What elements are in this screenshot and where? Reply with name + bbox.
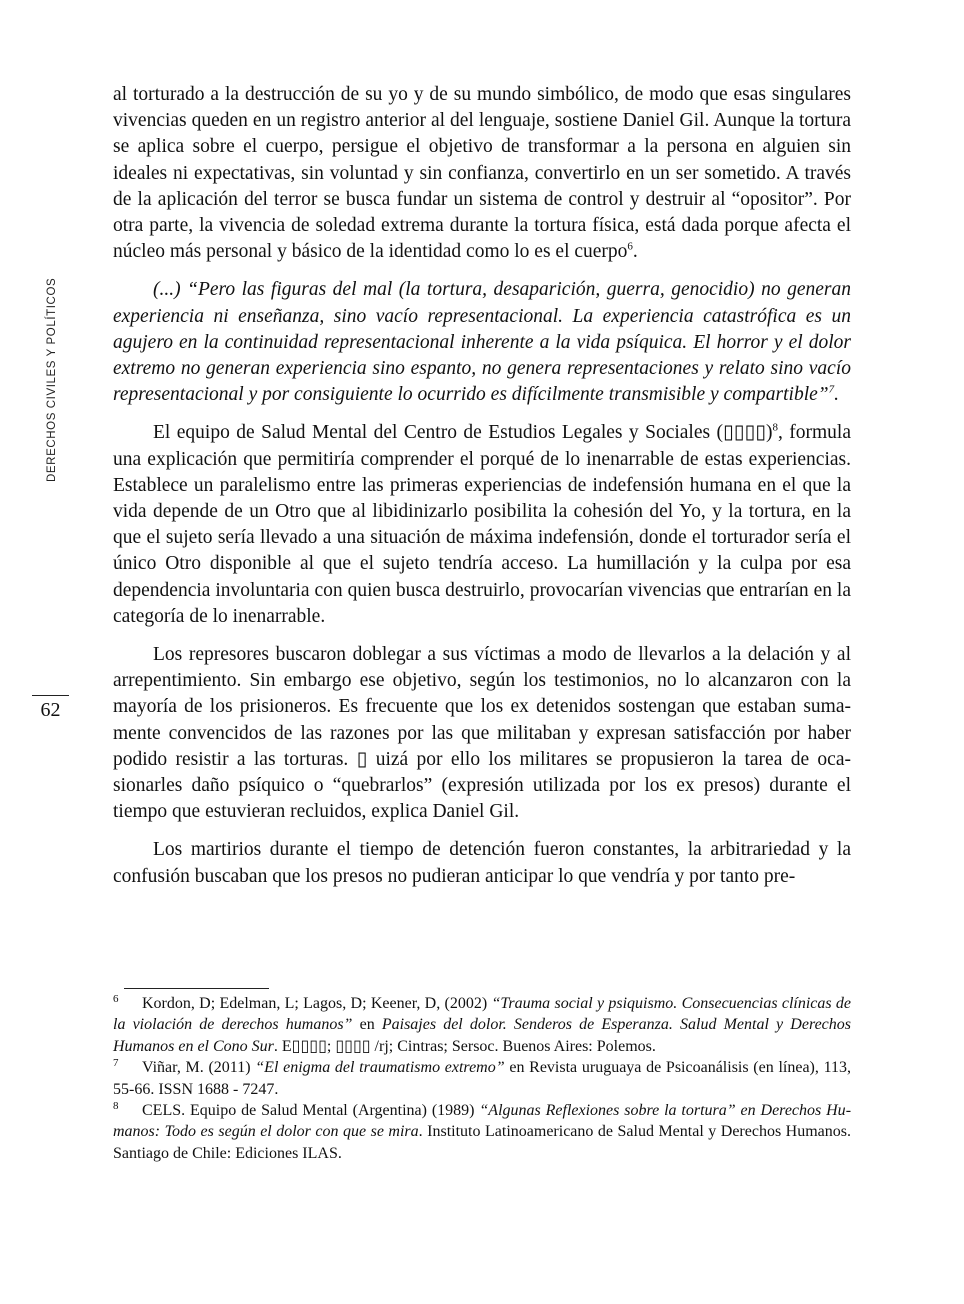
footnote-text: en bbox=[352, 1016, 382, 1034]
footnote-text: en Revista uruguaya de Psicoanálisis (en línea), 113, 55-66. ISSN 1688 - 7247. bbox=[113, 1059, 851, 1098]
paragraph-1 bbox=[113, 82, 851, 265]
footnote-ref-7[interactable]: 7 bbox=[828, 383, 835, 396]
footnote-ref-8[interactable]: 8 bbox=[772, 421, 778, 434]
paragraph-4: Los martirios durante el tiempo de detención fueron constantes, la arbitrariedad y la confusión buscaban que los presos no pudieran anticipar lo que vendría y por tanto pre- bbox=[113, 839, 851, 887]
cels-abbreviation: ▯▯▯▯ bbox=[723, 422, 766, 444]
footnote-ref-6[interactable]: 6 bbox=[627, 240, 633, 253]
running-section-label: DERECHOS CIVILES Y POLÍTICOS bbox=[46, 277, 58, 482]
footnote-separator bbox=[124, 988, 269, 989]
footnote-article-title: “Trauma social y psiquismo. Consecuencias clínicas de la violación de derechos humanos” bbox=[113, 995, 852, 1034]
page-number-rule bbox=[32, 695, 69, 696]
footnote-text: . Instituto Latinoamericano de Salud Mental y Derechos Humanos. Santiago de Chile: Ediciones ILAS. bbox=[113, 1123, 852, 1162]
paragraph-1-end: . bbox=[632, 241, 638, 263]
footnote-book-title: Paisajes del dolor. Senderos de Esperanza. Salud Mental y Derechos Humanos en el Cono Sur bbox=[113, 1016, 852, 1055]
paragraph-3: Los represores buscaron doblegar a sus víctimas a modo de llevarlos a la delación y al arrepentimiento. Sin embargo ese objetivo, según los testimonios, no lo alcanzaron con la mayoría de los prisioneros. Es frecuente que los ex detenidos sostengan que estaban sumamente convencidos de las razones por las que militaban y expresan satisfacción por haber podido resistir a las torturas. ▯ uizá por ello los militares se propusieron la tarea de ocasionarles daño psíquico o “quebrarlos” (expresión utilizada por los ex presos) durante el tiempo que estuvieran recluidos, explica Daniel Gil. bbox=[113, 644, 851, 823]
footnotes bbox=[113, 993, 851, 1164]
body-text bbox=[113, 82, 851, 902]
quote-text: (...) “Pero las figuras del mal (la tortura, desaparición, guerra, genocidio) no generan experiencia ni enseñanza, sino vacío representacional. La experiencia catastrófica es un agujero en la continuidad representacional inherente a la vida psíquica. El horror y el dolor extremo no generan experiencia sino espanto, no genera representaciones y relato sino vacío representacional y por consiguiente lo ocurrido es difícilmente transmisible y compartible” bbox=[113, 279, 851, 406]
footnote-article-title: “Algunas Reflexiones sobre la tortura” en Derechos Humanos: Todo es según el dolor con que se mira bbox=[113, 1102, 852, 1141]
footnote-text: Kordon, D; Edelman, L; Lagos, D; Keener, D, (2002) bbox=[142, 995, 492, 1012]
page-number: 62 bbox=[40, 699, 61, 721]
paragraph-2-start: El equipo de Salud Mental del Centro de Estudios Legales y Sociales ( bbox=[153, 422, 724, 444]
paragraph-1-text: al torturado a la destrucción de su yo y de su mundo simbólico, de modo que esas singulares vivencias queden en un registro anterior al del lenguaje, sostiene Daniel Gil. Aunque la tortura se aplica sobre el cuerpo, persigue el objetivo de transformar a la persona en alguien sin ideales ni expectativas, sin voluntad y sin confianza, convertirlo en un ser sometido. A través de la aplicación del terror se busca fundar un sistema de control y destruir al “opositor”. Por otra parte, la vivencia de soledad extrema durante la tortura física, está dada porque afecta el núcleo más personal y básico de la identidad como lo es el cuerpo bbox=[113, 84, 851, 263]
quote-end: . bbox=[834, 384, 839, 406]
paragraph-2-rest: , formula una explicación que permitiría comprender el porqué de lo inenarrable de estas experiencias. Establece un paralelismo entre las primeras experiencias de indefensión humana en el que la vida depende de un Otro que al libidinizarlo posibilita la cohesión del Yo, y la tortura, en la que el sujeto sería llevado a una situación de máxima indefensión, donde el torturador sería el único Otro disponible al que el sujeto tendría acceso. La humillación y la culpa por esa dependencia involuntaria con quien busca destruirlo, provocarían vivencias que entrarían en la categoría de lo inenarrable. bbox=[113, 422, 851, 627]
paragraph-2-close: ) bbox=[765, 422, 773, 444]
footnote-text: Viñar, M. (2011) bbox=[142, 1059, 256, 1077]
paragraph-2 bbox=[113, 420, 851, 630]
footnote-7: 7 Viñar, M. (2011) “El enigma del traumatismo extremo” en Revista uruguaya de Psicoanálisis (en línea), 113, 55-66. ISSN 1688 - 7247. bbox=[113, 1056, 851, 1098]
footnote-article-title: “El enigma del traumatismo extremo” bbox=[255, 1059, 505, 1077]
footnote-text: . E▯▯▯▯; ▯▯▯▯ /rj; Cintras; Sersoc. Buenos Aires: Polemos. bbox=[273, 1037, 656, 1055]
footnote-6: 6 Kordon, D; Edelman, L; Lagos, D; Keener, D, (2002) “Trauma social y psiquismo. Consecuencias clínicas de la violación de derechos humanos” en Paisajes del dolor. Senderos de Esperanza. Salud Mental y Derechos Humanos en el Cono Sur. E▯▯▯▯; ▯▯▯▯ /rj; Cintras; Sersoc. Buenos Aires: Polemos. bbox=[113, 992, 852, 1055]
footnote-text: CELS. Equipo de Salud Mental (Argentina) (1989) bbox=[142, 1102, 480, 1120]
block-quote bbox=[113, 277, 851, 408]
footnote-8: 8 CELS. Equipo de Salud Mental (Argentina) (1989) “Algunas Reflexiones sobre la tortura” en Derechos Humanos: Todo es según el dolor con que se mira. Instituto Latinoamericano de Salud Mental y Derechos Humanos. Santiago de Chile: Ediciones ILAS. bbox=[113, 1099, 852, 1162]
